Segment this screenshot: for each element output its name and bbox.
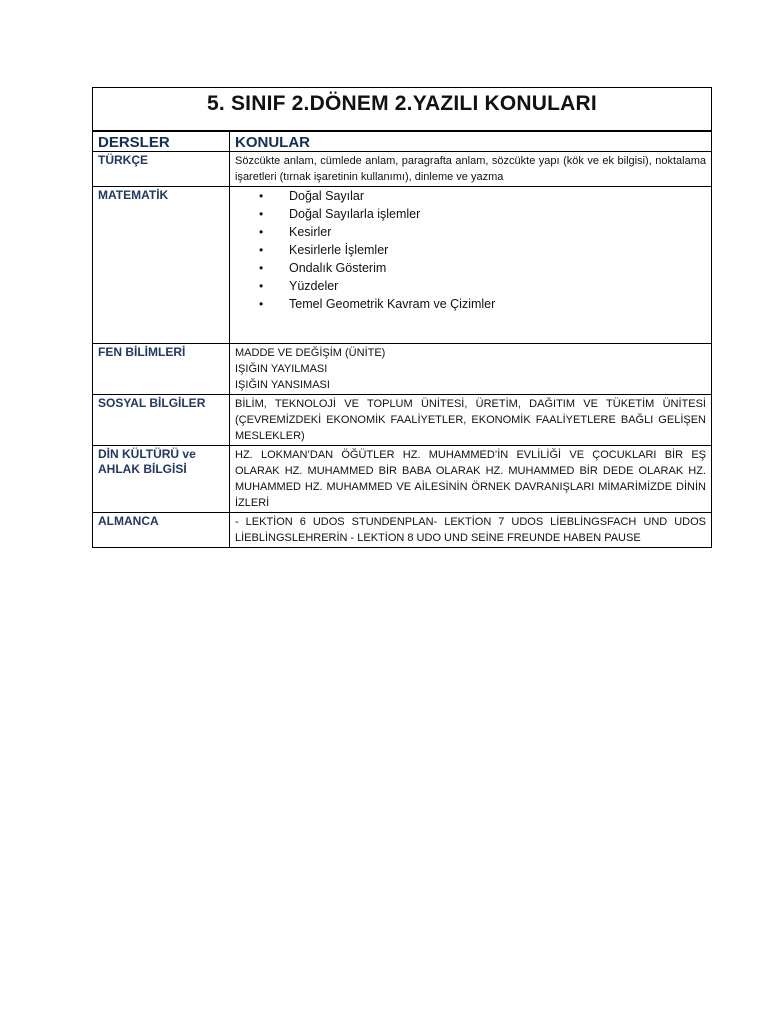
topic-line: MADDE VE DEĞİŞİM (ÜNİTE) (235, 347, 386, 359)
subject-cell: FEN BİLİMLERİ (93, 344, 230, 395)
topics-cell (230, 187, 712, 344)
table-row (93, 187, 712, 344)
subject-line: DİN KÜLTÜRÜ ve (98, 447, 196, 461)
list-item: • Kesirlerle İşlemler (255, 241, 706, 259)
list-item: • Doğal Sayılar (255, 187, 706, 205)
table-row (93, 513, 712, 548)
document (92, 87, 712, 548)
table-row (93, 152, 712, 187)
list-item: • Temel Geometrik Kavram ve Çizimler (255, 295, 706, 313)
topics-cell (230, 344, 712, 395)
list-item: • Kesirler (255, 223, 706, 241)
topics-cell: Sözcükte anlam, cümlede anlam, paragrafta anlam, sözcükte yapı (kök ve ek bilgisi), noktalama işaretleri (tırnak işaretinin kullanımı), dinleme ve yazma (230, 152, 712, 187)
topics-table (92, 131, 712, 548)
topics-cell: HZ. LOKMAN’DAN ÖĞÜTLER HZ. MUHAMMED’İN EVLİLİĞİ VE ÇOCUKLARI BİR EŞ OLARAK HZ. MUHAMMED BİR BABA OLARAK HZ. MUHAMMED BİR DEDE OLARAK HZ. MUHAMMED HZ. MUHAMMED VE AİLESİNİN ÖRNEK DAVRANIŞLARI MİMARİMİZDE DİNİN İZLERİ (230, 446, 712, 513)
table-header-row (93, 132, 712, 152)
topic-line: IŞIĞIN YANSIMASI (235, 379, 330, 391)
subject-cell: TÜRKÇE (93, 152, 230, 187)
subject-cell: ALMANCA (93, 513, 230, 548)
topics-cell: BİLİM, TEKNOLOJİ VE TOPLUM ÜNİTESİ, ÜRETİM, DAĞITIM VE TÜKETİM ÜNİTESİ (ÇEVREMİZDEKİ EKONOMİK FAALİYETLER, EKONOMİK FAALİYETLERE BAĞLI GELİŞEN MESLEKLER) (230, 395, 712, 446)
topic-list (235, 187, 706, 313)
title-box (92, 87, 712, 131)
table-row (93, 446, 712, 513)
table-row (93, 395, 712, 446)
topics-cell: - LEKTİON 6 UDOS STUNDENPLAN- LEKTİON 7 UDOS LİEBLİNGSFACH UND UDOS LİEBLİNGSLEHRERİN - LEKTİON 8 UDO UND SEİNE FREUNDE HABEN PAUSE (230, 513, 712, 548)
subject-cell: MATEMATİK (93, 187, 230, 344)
page-title: 5. SINIF 2.DÖNEM 2.YAZILI KONULARI (207, 92, 597, 115)
subject-line: AHLAK BİLGİSİ (98, 462, 187, 476)
subject-cell: SOSYAL BİLGİLER (93, 395, 230, 446)
list-item: • Ondalık Gösterim (255, 259, 706, 277)
header-topics: KONULAR (230, 132, 712, 152)
table-row (93, 344, 712, 395)
subject-cell (93, 446, 230, 513)
header-subjects: DERSLER (93, 132, 230, 152)
topic-line: IŞIĞIN YAYILMASI (235, 363, 328, 375)
list-item: • Yüzdeler (255, 277, 706, 295)
list-item: • Doğal Sayılarla işlemler (255, 205, 706, 223)
